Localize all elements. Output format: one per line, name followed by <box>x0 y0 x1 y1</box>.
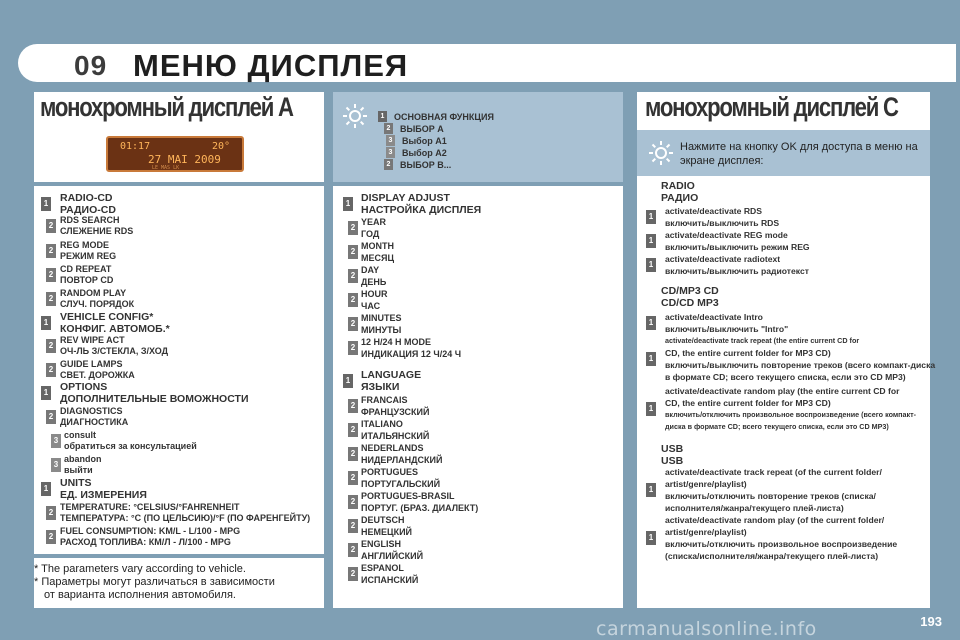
level-badge: 2 <box>46 244 56 258</box>
footnote <box>34 563 318 602</box>
menu-item-label: НИДЕРЛАНДСКИЙ <box>361 455 443 465</box>
menu-item-label: NEDERLANDS <box>361 443 424 453</box>
sun-icon <box>342 103 368 129</box>
menu-item-label: RDS SEARCH <box>60 215 120 225</box>
level-badge: 1 <box>646 258 656 272</box>
level-badge: 1 <box>646 316 656 330</box>
menu-item-label: MONTH <box>361 241 394 251</box>
menu-item-label: CD, the entire current folder for MP3 CD) <box>665 398 831 408</box>
menu-item-label: РЕЖИМ REG <box>60 251 117 261</box>
level-badge: 1 <box>41 197 51 211</box>
lcd-screen <box>106 136 244 172</box>
level-badge: 2 <box>348 423 358 437</box>
menu-item-label: VEHICLE CONFIG* <box>60 311 154 323</box>
section-heading: USB <box>661 443 684 455</box>
menu-item-label: ЯЗЫКИ <box>361 381 400 393</box>
level-badge: 2 <box>348 495 358 509</box>
menu-item-label: RANDOM PLAY <box>60 288 127 298</box>
menu-item-label: диска в формате CD; всего текущего списка, если это CD MP3) <box>665 422 889 431</box>
menu-item-label: MINUTES <box>361 313 402 323</box>
menu-item-label: artist/genre/playlist) <box>665 527 747 537</box>
menu-item-label: включить/выключить радиотекст <box>665 266 809 276</box>
menu-item-label: СВЕТ. ДОРОЖКА <box>60 370 135 380</box>
menu-item-label: activate/deactivate Intro <box>665 312 763 322</box>
level-badge: 1 <box>41 482 51 496</box>
main-function-item: ОСНОВНАЯ ФУНКЦИЯ <box>394 112 494 122</box>
menu-item-label: ИНДИКАЦИЯ 12 Ч/24 Ч <box>361 349 462 359</box>
menu-item-label: abandon <box>64 454 102 464</box>
lcd-temp: 20° <box>211 141 230 152</box>
menu-item-label: АНГЛИЙСКИЙ <box>361 551 424 561</box>
menu-item-label: activate/deactivate REG mode <box>665 230 788 240</box>
menu-item-label: включить/выключить режим REG <box>665 242 810 252</box>
menu-item-label: 12 H/24 H MODE <box>361 337 432 347</box>
menu-item-label: МЕСЯЦ <box>361 253 395 263</box>
menu-item-label: PORTUGUES-BRASIL <box>361 491 455 501</box>
menu-item-label: ЧАС <box>361 301 381 311</box>
menu-item-label: обратиться за консультацией <box>64 441 197 451</box>
menu-item-label: ТЕМПЕРАТУРА: °C (ПО ЦЕЛЬСИЮ)/°F (ПО ФАРЕНГЕЙТУ) <box>60 513 311 523</box>
menu-item-label: RADIO-CD <box>60 192 113 204</box>
menu-item-label: TEMPERATURE: °CELSIUS/°FAHRENHEIT <box>60 502 240 512</box>
level-badge: 2 <box>46 530 56 544</box>
level-badge: 2 <box>46 363 56 377</box>
menu-item-label: ПОРТУГ. (БРАЗ. ДИАЛЕКТ) <box>361 503 479 513</box>
level-badge: 2 <box>348 519 358 533</box>
level-badge: 3 <box>386 135 395 146</box>
section-heading: РАДИО <box>661 192 699 204</box>
menu-item-label: activate/deactivate random play (the entire current CD for <box>665 386 900 396</box>
menu-item-label: ПОВТОР CD <box>60 275 114 285</box>
level-badge: 2 <box>46 219 56 233</box>
level-badge: 1 <box>41 316 51 330</box>
main-function-item: ВЫБОР A <box>400 124 444 134</box>
menu-item-label: CD REPEAT <box>60 264 112 274</box>
menu-item-label: исполнителя/жанра/текущего плей-листа) <box>665 503 844 513</box>
level-badge: 2 <box>348 567 358 581</box>
menu-item-label: СЛУЧ. ПОРЯДОК <box>60 299 135 309</box>
chapter-number: 09 <box>74 50 108 81</box>
menu-item-label: ENGLISH <box>361 539 402 549</box>
level-badge: 2 <box>348 221 358 235</box>
section-heading: CD/CD MP3 <box>661 297 719 309</box>
level-badge: 1 <box>646 234 656 248</box>
level-badge: 3 <box>51 458 61 472</box>
menu-item-label: ДЕНЬ <box>361 277 387 287</box>
level-badge: 2 <box>348 293 358 307</box>
menu-item-label: ESPANOL <box>361 563 404 573</box>
level-badge: 2 <box>348 471 358 485</box>
menu-item-label: ИТАЛЬЯНСКИЙ <box>361 431 430 441</box>
menu-item-label: включить/отключить повторение треков (списка/ <box>665 491 876 501</box>
menu-item-label: activate/deactivate track repeat (of the current folder/ <box>665 467 882 477</box>
menu-item-label: artist/genre/playlist) <box>665 479 747 489</box>
level-badge: 2 <box>46 410 56 424</box>
menu-item-label: DISPLAY ADJUST <box>361 192 450 204</box>
page-number: 193 <box>920 614 942 629</box>
menu-item-label: включить/выключить "Intro" <box>665 324 789 334</box>
level-badge: 1 <box>41 386 51 400</box>
level-badge: 2 <box>384 123 393 134</box>
menu-item-label: СЛЕЖЕНИЕ RDS <box>60 226 134 236</box>
menu-item-label: КОНФИГ. АВТОМОБ.* <box>60 323 170 335</box>
sun-icon <box>648 140 674 166</box>
menu-item-label: DEUTSCH <box>361 515 405 525</box>
menu-item-label: PORTUGUES <box>361 467 419 477</box>
level-badge: 1 <box>646 352 656 366</box>
level-badge: 2 <box>348 341 358 355</box>
menu-item-label: включить/выключить повторение треков (всего компакт-диска <box>665 360 936 370</box>
menu-item-label: activate/deactivate RDS <box>665 206 762 216</box>
menu-item-label: НЕМЕЦКИЙ <box>361 527 413 537</box>
menu-item-label: РАДИО-CD <box>60 204 116 216</box>
menu-item-label: включить/отключить произвольное воспроизведение (всего компакт- <box>665 410 917 419</box>
section-heading: USB <box>661 455 684 467</box>
menu-item-label: РАСХОД ТОПЛИВА: КМ/Л - Л/100 - MPG <box>60 537 231 547</box>
menu-item-label: ITALIANO <box>361 419 403 429</box>
section-heading: CD/MP3 CD <box>661 285 719 297</box>
level-badge: 2 <box>348 447 358 461</box>
lcd-date: 27 MAI 2009 <box>148 153 221 166</box>
level-badge: 3 <box>51 434 61 448</box>
lcd-small: LE MAS LK <box>152 165 180 171</box>
menu-item-label: ДИАГНОСТИКА <box>60 417 129 427</box>
menu-item-label: МИНУТЫ <box>361 325 402 335</box>
menu-item-label: ДОПОЛНИТЕЛЬНЫЕ ВОМОЖНОСТИ <box>60 393 249 405</box>
menu-item-label: LANGUAGE <box>361 369 422 381</box>
level-badge: 1 <box>646 483 656 497</box>
chapter-title: МЕНЮ ДИСПЛЕЯ <box>133 48 409 83</box>
menu-item-label: UNITS <box>60 477 92 489</box>
menu-item-label: FRANCAIS <box>361 395 408 405</box>
main-function-item: ВЫБОР B... <box>400 160 452 170</box>
level-badge: 2 <box>348 245 358 259</box>
footnote-line: * The parameters vary according to vehicle. <box>34 563 246 575</box>
menu-item-label: в формате CD; всего текущего списка, если это CD MP3) <box>665 372 906 382</box>
display-c-title: монохромный дисплей C <box>645 92 898 122</box>
menu-item-label: OPTIONS <box>60 381 108 393</box>
level-badge: 1 <box>646 402 656 416</box>
level-badge: 2 <box>348 399 358 413</box>
display-a-title: монохромный дисплей A <box>40 92 293 122</box>
menu-item-label: ОЧ-ЛЬ З/СТЕКЛА, З/ХОД <box>60 346 169 356</box>
level-badge: 1 <box>343 197 353 211</box>
menu-item-label: activate/deactivate track repeat (the entire current CD for <box>665 336 860 345</box>
menu-item-label: FUEL CONSUMPTION: KM/L - L/100 - MPG <box>60 526 241 536</box>
menu-item-label: CD, the entire current folder for MP3 CD) <box>665 348 831 358</box>
level-badge: 3 <box>386 147 395 158</box>
main-function-item: Выбор A2 <box>402 148 447 158</box>
level-badge: 2 <box>348 269 358 283</box>
main-function-panel <box>333 92 623 182</box>
level-badge: 2 <box>348 317 358 331</box>
menu-item-label: activate/deactivate radiotext <box>665 254 781 264</box>
menu-item-label: REV WIPE ACT <box>60 335 125 345</box>
menu-item-label: consult <box>64 430 97 440</box>
menu-item-label: GUIDE LAMPS <box>60 359 123 369</box>
footnote-line: от варианта исполнения автомобиля. <box>44 589 236 601</box>
level-badge: 2 <box>348 543 358 557</box>
menu-item-label: включить/отключить произвольное воспроизведение <box>665 539 898 549</box>
watermark: carmanualsonline.info <box>596 618 817 640</box>
display-c-intro: Нажмите на кнопку OK для доступа в меню на экране дисплея: <box>680 141 918 167</box>
menu-item-label: DIAGNOSTICS <box>60 406 123 416</box>
menu-item-label: включить/выключить RDS <box>665 218 780 228</box>
level-badge: 2 <box>384 159 393 170</box>
level-badge: 1 <box>378 111 387 122</box>
menu-item-label: выйти <box>64 465 93 475</box>
menu-item-label: НАСТРОЙКА ДИСПЛЕЯ <box>361 204 482 216</box>
level-badge: 2 <box>46 292 56 306</box>
level-badge: 1 <box>646 531 656 545</box>
menu-item-label: activate/deactivate random play (of the current folder/ <box>665 515 885 525</box>
menu-item-label: ПОРТУГАЛЬСКИЙ <box>361 479 441 489</box>
lcd-time: 01:17 <box>120 141 151 152</box>
menu-item-label: HOUR <box>361 289 388 299</box>
level-badge: 2 <box>46 506 56 520</box>
main-function-item: Выбор A1 <box>402 136 447 146</box>
menu-item-label: ГОД <box>361 229 380 239</box>
level-badge: 1 <box>646 210 656 224</box>
level-badge: 2 <box>46 339 56 353</box>
menu-item-label: (списка/исполнителя/жанра/текущего плей-листа) <box>665 551 879 561</box>
menu-item-label: ЕД. ИЗМЕРЕНИЯ <box>60 489 147 501</box>
menu-item-label: YEAR <box>361 217 387 227</box>
menu-item-label: DAY <box>361 265 380 275</box>
level-badge: 2 <box>46 268 56 282</box>
menu-item-label: ФРАНЦУЗСКИЙ <box>361 407 430 417</box>
footnote-line: * Параметры могут различаться в зависимости <box>34 576 275 588</box>
section-heading: RADIO <box>661 180 695 192</box>
level-badge: 1 <box>343 374 353 388</box>
menu-item-label: ИСПАНСКИЙ <box>361 575 419 585</box>
menu-item-label: REG MODE <box>60 240 110 250</box>
